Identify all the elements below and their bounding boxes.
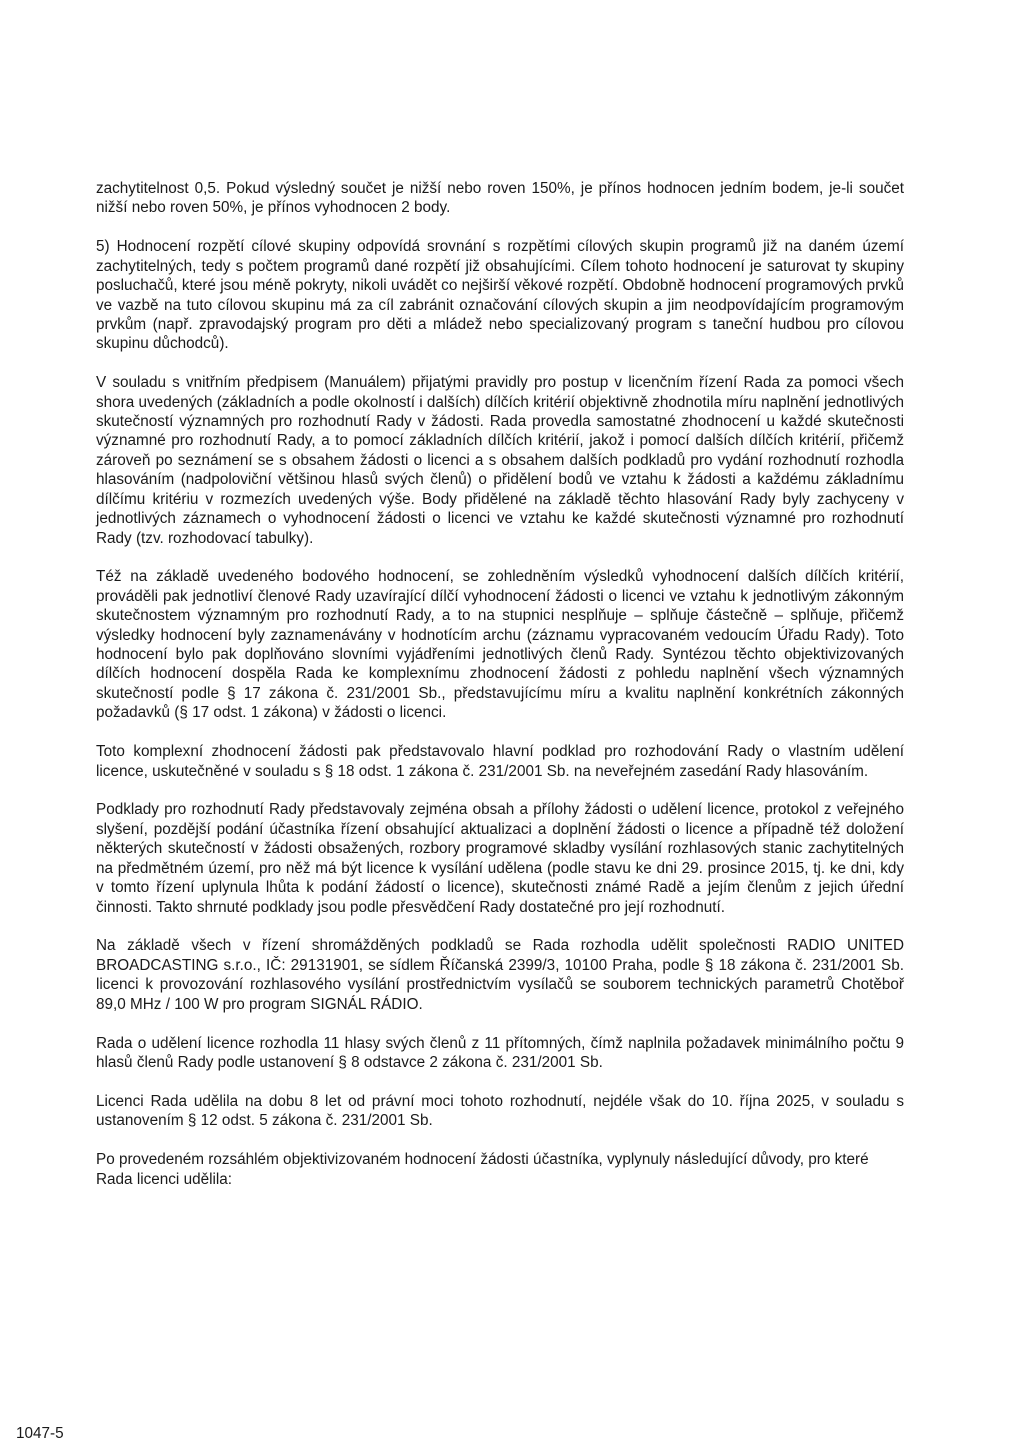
paragraph-vote: Rada o udělení licence rozhodla 11 hlasy svých členů z 11 přítomných, čímž naplnila požadavek minimálního počtu 9 hlasů členů Rady podle ustanovení § 8 odstavce 2 zákona č. 231/2001 Sb. [96, 1034, 904, 1071]
paragraph-manual-procedure: V souladu s vnitřním předpisem (Manuálem) přijatými pravidly pro postup v licenčním řízení Rada za pomoci všech shora uvedených (základních a podle okolností i dalších) dílčích kritérií objektivně zhodnotila míru naplnění jednotlivých skutečností významných pro rozhodnutí Rady v žádosti. Rada provedla samostatné zhodnocení u každé skutečnosti významné pro rozhodnutí Rady, a to pomocí základních dílčích kritérií, jakož i pomocí dalších dílčích kritérií, přičemž zároveň po seznámení se s obsahem žádosti o licenci a s obsahem dalších podkladů pro vydání rozhodnutí rozhodla hlasováním (nadpoloviční většinou hlasů svých členů) o přidělení bodů ve vztahu k žádosti a každému základnímu dílčímu kritériu v rozmezích uvedených výše. Body přidělené na základě těchto hlasování Rady byly zachyceny v jednotlivých záznamech o vyhodnocení žádosti o licenci ve vztahu ke každé skutečnosti významné pro rozhodnutí Rady (tzv. rozhodovací tabulky). [96, 374, 904, 547]
paragraph-decision-basis: Podklady pro rozhodnutí Rady představovaly zejména obsah a přílohy žádosti o udělení licence, protokol z veřejného slyšení, pozdější podání účastníka řízení obsahující aktualizaci a doplnění žádosti o licence a případně též doložení některých skutečností v žádosti obsažených, rozbory programové skladby vysílání rozhlasových stanic zachytitelných na předmětném území, pro něž má být licence k vysílání udělena (podle stavu ke dni 29. prosince 2015, tj. ke dni, kdy v tomto řízení uplynula lhůta k podání žádostí o licence), skutečnosti známé Radě a jejím členům z jejich úřední činnosti. Takto shrnuté podklady jsou podle přesvědčení Rady dostatečné pro její rozhodnutí. [96, 801, 904, 916]
paragraph-complex-assessment: Toto komplexní zhodnocení žádosti pak představovalo hlavní podklad pro rozhodování Rady o vlastním udělení licence, uskutečněné v souladu s § 18 odst. 1 zákona č. 231/2001 Sb. na neveřejném zasedání Rady hlasováním. [96, 743, 904, 780]
document-body [96, 179, 904, 1208]
paragraph-target-group: 5) Hodnocení rozpětí cílové skupiny odpovídá srovnání s rozpětími cílových skupin programů již na daném území zachytitelných, tedy s počtem programů dané rozpětí již obsahujícími. Cílem tohoto hodnocení je saturovat ty skupiny posluchačů, které jsou méně pokryty, nikoli uvádět co nejširší věkové rozpětí. Obdobně hodnocení programových prvků ve vazbě na tuto cílovou skupinu má za cíl zabránit označování cílových skupin a jim neodpovídajícím programovým prvkům (např. zpravodajský program pro děti a mládež nebo specializovaný program s taneční hudbou pro cílovou skupinu důchodců). [96, 238, 904, 353]
paragraph-reasons-intro: Po provedeném rozsáhlém objektivizovaném hodnocení žádosti účastníka, vyplynuly následující důvody, pro které Rada licenci udělila: [96, 1151, 869, 1188]
paragraph-licence-duration: Licenci Rada udělila na dobu 8 let od právní moci tohoto rozhodnutí, nejdéle však do 10. října 2025, v souladu s ustanovením § 12 odst. 5 zákona č. 231/2001 Sb. [96, 1092, 904, 1130]
paragraph-member-evaluation: Též na základě uvedeného bodového hodnocení, se zohledněním výsledků vyhodnocení dalších dílčích kritérií, prováděli pak jednotliví členové Rady uzavírající dílčí vyhodnocení žádosti o licenci ve vztahu k jednotlivým zákonným skutečnostem významným pro rozhodnutí Rady, a to na stupnici nesplňuje – splňuje částečně – splňuje, přičemž výsledky hodnocení byly zaznamenávány v hodnotícím archu (záznamu vypracovaném vedoucím Úřadu Rady). Toto hodnocení bylo pak doplňováno slovními vyjádřeními jednotlivých členů Rady. Syntézou těchto objektivizovaných dílčích hodnocení dospěla Rada ke komplexnímu zhodnocení žádosti z pohledu naplnění všech významných skutečností podle § 17 zákona č. 231/2001 Sb., představujícímu míru a kvalitu naplnění konkrétních zákonných požadavků (§ 17 odst. 1 zákona) v žádosti o licenci. [96, 568, 904, 722]
paragraph-scoring-continuation: zachytitelnost 0,5. Pokud výsledný součet je nižší nebo roven 150%, je přínos hodnocen jedním bodem, je-li součet nižší nebo roven 50%, je přínos vyhodnocen 2 body. [96, 180, 904, 217]
paragraph-licence-grant: Na základě všech v řízení shromážděných podkladů se Rada rozhodla udělit společnosti RADIO UNITED BROADCASTING s.r.o., IČ: 29131901, se sídlem Říčanská 2399/3, 10100 Praha, podle § 18 zákona č. 231/2001 Sb. licenci k provozování rozhlasového vysílání prostřednictvím vysílačů se souborem technických parametrů Chotěboř 89,0 MHz / 100 W pro program SIGNÁL RÁDIO. [96, 937, 904, 1013]
page-footer-code: 1047-5 [16, 1425, 64, 1442]
